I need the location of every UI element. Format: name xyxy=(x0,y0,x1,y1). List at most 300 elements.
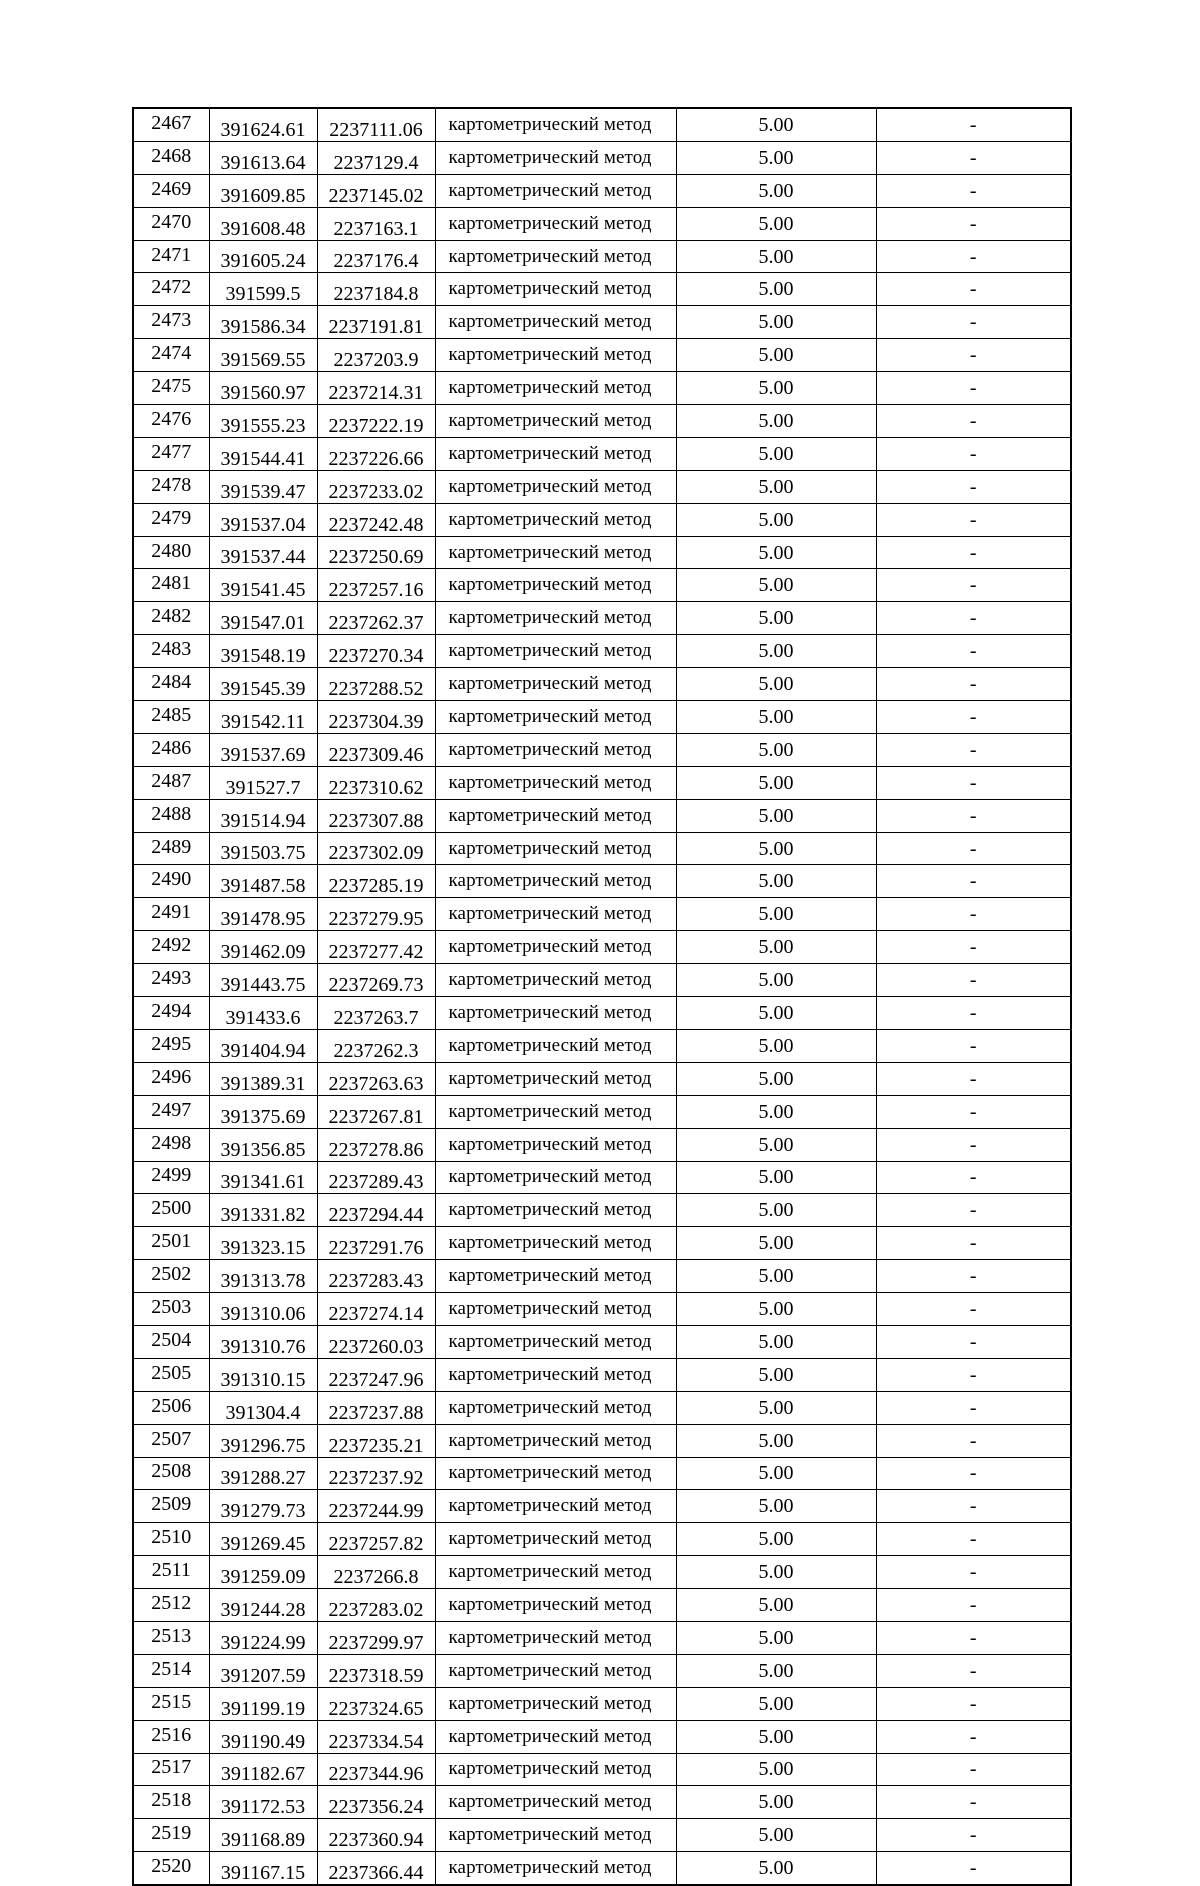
description-cell: - xyxy=(876,964,1071,997)
x-coordinate-cell: 391487.58 xyxy=(209,865,317,898)
description-cell: - xyxy=(876,503,1071,536)
y-coordinate-cell: 2237294.44 xyxy=(317,1194,435,1227)
point-number-cell: 2486 xyxy=(133,733,209,766)
y-coordinate-cell: 2237299.97 xyxy=(317,1621,435,1654)
x-coordinate-cell: 391404.94 xyxy=(209,1029,317,1062)
y-coordinate-cell: 2237250.69 xyxy=(317,536,435,569)
table-row xyxy=(133,1325,1071,1358)
method-cell: картометрический метод xyxy=(435,306,676,339)
table-row xyxy=(133,503,1071,536)
accuracy-cell: 5.00 xyxy=(676,1128,876,1161)
accuracy-cell: 5.00 xyxy=(676,865,876,898)
method-cell: картометрический метод xyxy=(435,437,676,470)
accuracy-cell: 5.00 xyxy=(676,1523,876,1556)
point-number-cell: 2470 xyxy=(133,207,209,240)
table-row xyxy=(133,207,1071,240)
description-cell: - xyxy=(876,1720,1071,1753)
x-coordinate-cell: 391539.47 xyxy=(209,470,317,503)
x-coordinate-cell: 391167.15 xyxy=(209,1852,317,1885)
method-cell: картометрический метод xyxy=(435,405,676,438)
x-coordinate-cell: 391182.67 xyxy=(209,1753,317,1786)
x-coordinate-cell: 391569.55 xyxy=(209,339,317,372)
description-cell: - xyxy=(876,931,1071,964)
method-cell: картометрический метод xyxy=(435,1227,676,1260)
method-cell: картометрический метод xyxy=(435,931,676,964)
description-cell: - xyxy=(876,766,1071,799)
method-cell: картометрический метод xyxy=(435,635,676,668)
y-coordinate-cell: 2237222.19 xyxy=(317,405,435,438)
method-cell: картометрический метод xyxy=(435,1128,676,1161)
table-row xyxy=(133,437,1071,470)
x-coordinate-cell: 391609.85 xyxy=(209,174,317,207)
table-row xyxy=(133,273,1071,306)
point-number-cell: 2482 xyxy=(133,602,209,635)
point-number-cell: 2490 xyxy=(133,865,209,898)
point-number-cell: 2516 xyxy=(133,1720,209,1753)
y-coordinate-cell: 2237129.4 xyxy=(317,141,435,174)
method-cell: картометрический метод xyxy=(435,1194,676,1227)
method-cell: картометрический метод xyxy=(435,536,676,569)
description-cell: - xyxy=(876,1786,1071,1819)
method-cell: картометрический метод xyxy=(435,799,676,832)
accuracy-cell: 5.00 xyxy=(676,273,876,306)
y-coordinate-cell: 2237291.76 xyxy=(317,1227,435,1260)
description-cell: - xyxy=(876,470,1071,503)
method-cell: картометрический метод xyxy=(435,766,676,799)
point-number-cell: 2501 xyxy=(133,1227,209,1260)
description-cell: - xyxy=(876,701,1071,734)
x-coordinate-cell: 391304.4 xyxy=(209,1391,317,1424)
description-cell: - xyxy=(876,1852,1071,1885)
y-coordinate-cell: 2237260.03 xyxy=(317,1325,435,1358)
method-cell: картометрический метод xyxy=(435,1062,676,1095)
accuracy-cell: 5.00 xyxy=(676,1260,876,1293)
point-number-cell: 2508 xyxy=(133,1457,209,1490)
y-coordinate-cell: 2237289.43 xyxy=(317,1161,435,1194)
method-cell: картометрический метод xyxy=(435,1753,676,1786)
description-cell: - xyxy=(876,799,1071,832)
accuracy-cell: 5.00 xyxy=(676,240,876,273)
table-row xyxy=(133,865,1071,898)
point-number-cell: 2491 xyxy=(133,898,209,931)
y-coordinate-cell: 2237237.92 xyxy=(317,1457,435,1490)
y-coordinate-cell: 2237278.86 xyxy=(317,1128,435,1161)
table-row xyxy=(133,832,1071,865)
description-cell: - xyxy=(876,1523,1071,1556)
table-row xyxy=(133,898,1071,931)
table-row xyxy=(133,997,1071,1030)
table-row xyxy=(133,1227,1071,1260)
y-coordinate-cell: 2237310.62 xyxy=(317,766,435,799)
x-coordinate-cell: 391279.73 xyxy=(209,1490,317,1523)
point-number-cell: 2513 xyxy=(133,1621,209,1654)
description-cell: - xyxy=(876,306,1071,339)
method-cell: картометрический метод xyxy=(435,1260,676,1293)
table-row xyxy=(133,339,1071,372)
table-row xyxy=(133,1424,1071,1457)
description-cell: - xyxy=(876,141,1071,174)
y-coordinate-cell: 2237366.44 xyxy=(317,1852,435,1885)
method-cell: картометрический метод xyxy=(435,1819,676,1852)
x-coordinate-cell: 391608.48 xyxy=(209,207,317,240)
accuracy-cell: 5.00 xyxy=(676,339,876,372)
table-row xyxy=(133,1523,1071,1556)
y-coordinate-cell: 2237304.39 xyxy=(317,701,435,734)
method-cell: картометрический метод xyxy=(435,503,676,536)
x-coordinate-cell: 391313.78 xyxy=(209,1260,317,1293)
description-cell: - xyxy=(876,865,1071,898)
x-coordinate-cell: 391462.09 xyxy=(209,931,317,964)
accuracy-cell: 5.00 xyxy=(676,405,876,438)
method-cell: картометрический метод xyxy=(435,1523,676,1556)
description-cell: - xyxy=(876,832,1071,865)
y-coordinate-cell: 2237257.16 xyxy=(317,569,435,602)
y-coordinate-cell: 2237283.43 xyxy=(317,1260,435,1293)
point-number-cell: 2467 xyxy=(133,108,209,141)
description-cell: - xyxy=(876,1687,1071,1720)
description-cell: - xyxy=(876,1358,1071,1391)
point-number-cell: 2477 xyxy=(133,437,209,470)
accuracy-cell: 5.00 xyxy=(676,207,876,240)
table-row xyxy=(133,1852,1071,1885)
table-row xyxy=(133,1260,1071,1293)
description-cell: - xyxy=(876,1753,1071,1786)
y-coordinate-cell: 2237244.99 xyxy=(317,1490,435,1523)
y-coordinate-cell: 2237277.42 xyxy=(317,931,435,964)
coordinates-table-body xyxy=(133,108,1071,1885)
method-cell: картометрический метод xyxy=(435,1654,676,1687)
x-coordinate-cell: 391548.19 xyxy=(209,635,317,668)
table-row xyxy=(133,1358,1071,1391)
method-cell: картометрический метод xyxy=(435,898,676,931)
accuracy-cell: 5.00 xyxy=(676,1687,876,1720)
table-row xyxy=(133,1654,1071,1687)
table-row xyxy=(133,1589,1071,1622)
x-coordinate-cell: 391514.94 xyxy=(209,799,317,832)
point-number-cell: 2479 xyxy=(133,503,209,536)
x-coordinate-cell: 391190.49 xyxy=(209,1720,317,1753)
point-number-cell: 2498 xyxy=(133,1128,209,1161)
point-number-cell: 2472 xyxy=(133,273,209,306)
accuracy-cell: 5.00 xyxy=(676,1293,876,1326)
point-number-cell: 2496 xyxy=(133,1062,209,1095)
description-cell: - xyxy=(876,1128,1071,1161)
x-coordinate-cell: 391296.75 xyxy=(209,1424,317,1457)
y-coordinate-cell: 2237111.06 xyxy=(317,108,435,141)
point-number-cell: 2504 xyxy=(133,1325,209,1358)
description-cell: - xyxy=(876,1260,1071,1293)
x-coordinate-cell: 391599.5 xyxy=(209,273,317,306)
x-coordinate-cell: 391168.89 xyxy=(209,1819,317,1852)
x-coordinate-cell: 391537.69 xyxy=(209,733,317,766)
description-cell: - xyxy=(876,635,1071,668)
accuracy-cell: 5.00 xyxy=(676,1753,876,1786)
coordinates-table xyxy=(132,107,1072,1886)
y-coordinate-cell: 2237226.66 xyxy=(317,437,435,470)
accuracy-cell: 5.00 xyxy=(676,536,876,569)
x-coordinate-cell: 391310.76 xyxy=(209,1325,317,1358)
y-coordinate-cell: 2237344.96 xyxy=(317,1753,435,1786)
description-cell: - xyxy=(876,1490,1071,1523)
point-number-cell: 2487 xyxy=(133,766,209,799)
y-coordinate-cell: 2237356.24 xyxy=(317,1786,435,1819)
table-row xyxy=(133,405,1071,438)
point-number-cell: 2485 xyxy=(133,701,209,734)
description-cell: - xyxy=(876,1293,1071,1326)
point-number-cell: 2473 xyxy=(133,306,209,339)
y-coordinate-cell: 2237285.19 xyxy=(317,865,435,898)
accuracy-cell: 5.00 xyxy=(676,701,876,734)
table-row xyxy=(133,1128,1071,1161)
point-number-cell: 2474 xyxy=(133,339,209,372)
method-cell: картометрический метод xyxy=(435,997,676,1030)
accuracy-cell: 5.00 xyxy=(676,569,876,602)
point-number-cell: 2506 xyxy=(133,1391,209,1424)
y-coordinate-cell: 2237145.02 xyxy=(317,174,435,207)
method-cell: картометрический метод xyxy=(435,668,676,701)
method-cell: картометрический метод xyxy=(435,1589,676,1622)
description-cell: - xyxy=(876,536,1071,569)
point-number-cell: 2519 xyxy=(133,1819,209,1852)
point-number-cell: 2484 xyxy=(133,668,209,701)
x-coordinate-cell: 391443.75 xyxy=(209,964,317,997)
method-cell: картометрический метод xyxy=(435,470,676,503)
point-number-cell: 2499 xyxy=(133,1161,209,1194)
x-coordinate-cell: 391323.15 xyxy=(209,1227,317,1260)
x-coordinate-cell: 391624.61 xyxy=(209,108,317,141)
method-cell: картометрический метод xyxy=(435,174,676,207)
description-cell: - xyxy=(876,1819,1071,1852)
method-cell: картометрический метод xyxy=(435,1095,676,1128)
method-cell: картометрический метод xyxy=(435,569,676,602)
method-cell: картометрический метод xyxy=(435,865,676,898)
method-cell: картометрический метод xyxy=(435,1852,676,1885)
point-number-cell: 2483 xyxy=(133,635,209,668)
table-row xyxy=(133,1194,1071,1227)
point-number-cell: 2489 xyxy=(133,832,209,865)
description-cell: - xyxy=(876,1325,1071,1358)
point-number-cell: 2517 xyxy=(133,1753,209,1786)
description-cell: - xyxy=(876,1457,1071,1490)
table-row xyxy=(133,766,1071,799)
table-row xyxy=(133,1720,1071,1753)
table-row xyxy=(133,306,1071,339)
description-cell: - xyxy=(876,1589,1071,1622)
x-coordinate-cell: 391503.75 xyxy=(209,832,317,865)
accuracy-cell: 5.00 xyxy=(676,1227,876,1260)
method-cell: картометрический метод xyxy=(435,1325,676,1358)
accuracy-cell: 5.00 xyxy=(676,306,876,339)
y-coordinate-cell: 2237184.8 xyxy=(317,273,435,306)
x-coordinate-cell: 391527.7 xyxy=(209,766,317,799)
table-row xyxy=(133,470,1071,503)
x-coordinate-cell: 391613.64 xyxy=(209,141,317,174)
accuracy-cell: 5.00 xyxy=(676,931,876,964)
table-row xyxy=(133,1556,1071,1589)
x-coordinate-cell: 391244.28 xyxy=(209,1589,317,1622)
accuracy-cell: 5.00 xyxy=(676,1852,876,1885)
description-cell: - xyxy=(876,997,1071,1030)
point-number-cell: 2520 xyxy=(133,1852,209,1885)
accuracy-cell: 5.00 xyxy=(676,1029,876,1062)
accuracy-cell: 5.00 xyxy=(676,766,876,799)
accuracy-cell: 5.00 xyxy=(676,602,876,635)
y-coordinate-cell: 2237262.3 xyxy=(317,1029,435,1062)
accuracy-cell: 5.00 xyxy=(676,1062,876,1095)
point-number-cell: 2495 xyxy=(133,1029,209,1062)
description-cell: - xyxy=(876,372,1071,405)
method-cell: картометрический метод xyxy=(435,1457,676,1490)
table-row xyxy=(133,1621,1071,1654)
description-cell: - xyxy=(876,1095,1071,1128)
x-coordinate-cell: 391207.59 xyxy=(209,1654,317,1687)
method-cell: картометрический метод xyxy=(435,1556,676,1589)
x-coordinate-cell: 391537.44 xyxy=(209,536,317,569)
description-cell: - xyxy=(876,569,1071,602)
description-cell: - xyxy=(876,1062,1071,1095)
x-coordinate-cell: 391433.6 xyxy=(209,997,317,1030)
point-number-cell: 2488 xyxy=(133,799,209,832)
table-row xyxy=(133,964,1071,997)
method-cell: картометрический метод xyxy=(435,1358,676,1391)
table-row xyxy=(133,1391,1071,1424)
point-number-cell: 2502 xyxy=(133,1260,209,1293)
method-cell: картометрический метод xyxy=(435,832,676,865)
x-coordinate-cell: 391545.39 xyxy=(209,668,317,701)
x-coordinate-cell: 391586.34 xyxy=(209,306,317,339)
table-row xyxy=(133,1819,1071,1852)
table-row xyxy=(133,1062,1071,1095)
x-coordinate-cell: 391224.99 xyxy=(209,1621,317,1654)
accuracy-cell: 5.00 xyxy=(676,174,876,207)
table-row xyxy=(133,931,1071,964)
point-number-cell: 2497 xyxy=(133,1095,209,1128)
accuracy-cell: 5.00 xyxy=(676,437,876,470)
method-cell: картометрический метод xyxy=(435,273,676,306)
y-coordinate-cell: 2237176.4 xyxy=(317,240,435,273)
method-cell: картометрический метод xyxy=(435,108,676,141)
table-row xyxy=(133,174,1071,207)
accuracy-cell: 5.00 xyxy=(676,1490,876,1523)
point-number-cell: 2480 xyxy=(133,536,209,569)
y-coordinate-cell: 2237237.88 xyxy=(317,1391,435,1424)
accuracy-cell: 5.00 xyxy=(676,1556,876,1589)
x-coordinate-cell: 391310.15 xyxy=(209,1358,317,1391)
y-coordinate-cell: 2237163.1 xyxy=(317,207,435,240)
accuracy-cell: 5.00 xyxy=(676,799,876,832)
point-number-cell: 2505 xyxy=(133,1358,209,1391)
table-row xyxy=(133,1753,1071,1786)
y-coordinate-cell: 2237263.63 xyxy=(317,1062,435,1095)
point-number-cell: 2478 xyxy=(133,470,209,503)
method-cell: картометрический метод xyxy=(435,1424,676,1457)
table-row xyxy=(133,240,1071,273)
table-row xyxy=(133,1687,1071,1720)
description-cell: - xyxy=(876,1029,1071,1062)
table-row xyxy=(133,1029,1071,1062)
table-row xyxy=(133,668,1071,701)
point-number-cell: 2503 xyxy=(133,1293,209,1326)
table-row xyxy=(133,108,1071,141)
method-cell: картометрический метод xyxy=(435,701,676,734)
x-coordinate-cell: 391288.27 xyxy=(209,1457,317,1490)
description-cell: - xyxy=(876,1556,1071,1589)
x-coordinate-cell: 391375.69 xyxy=(209,1095,317,1128)
y-coordinate-cell: 2237279.95 xyxy=(317,898,435,931)
x-coordinate-cell: 391544.41 xyxy=(209,437,317,470)
description-cell: - xyxy=(876,1161,1071,1194)
y-coordinate-cell: 2237257.82 xyxy=(317,1523,435,1556)
description-cell: - xyxy=(876,898,1071,931)
method-cell: картометрический метод xyxy=(435,1786,676,1819)
accuracy-cell: 5.00 xyxy=(676,470,876,503)
accuracy-cell: 5.00 xyxy=(676,964,876,997)
description-cell: - xyxy=(876,1654,1071,1687)
y-coordinate-cell: 2237324.65 xyxy=(317,1687,435,1720)
description-cell: - xyxy=(876,405,1071,438)
method-cell: картометрический метод xyxy=(435,240,676,273)
y-coordinate-cell: 2237247.96 xyxy=(317,1358,435,1391)
point-number-cell: 2507 xyxy=(133,1424,209,1457)
y-coordinate-cell: 2237191.81 xyxy=(317,306,435,339)
point-number-cell: 2511 xyxy=(133,1556,209,1589)
y-coordinate-cell: 2237262.37 xyxy=(317,602,435,635)
accuracy-cell: 5.00 xyxy=(676,1358,876,1391)
point-number-cell: 2471 xyxy=(133,240,209,273)
point-number-cell: 2476 xyxy=(133,405,209,438)
description-cell: - xyxy=(876,602,1071,635)
accuracy-cell: 5.00 xyxy=(676,1654,876,1687)
x-coordinate-cell: 391269.45 xyxy=(209,1523,317,1556)
method-cell: картометрический метод xyxy=(435,372,676,405)
method-cell: картометрический метод xyxy=(435,1720,676,1753)
y-coordinate-cell: 2237233.02 xyxy=(317,470,435,503)
y-coordinate-cell: 2237283.02 xyxy=(317,1589,435,1622)
description-cell: - xyxy=(876,437,1071,470)
table-row xyxy=(133,569,1071,602)
point-number-cell: 2510 xyxy=(133,1523,209,1556)
description-cell: - xyxy=(876,1194,1071,1227)
y-coordinate-cell: 2237318.59 xyxy=(317,1654,435,1687)
description-cell: - xyxy=(876,1424,1071,1457)
description-cell: - xyxy=(876,108,1071,141)
accuracy-cell: 5.00 xyxy=(676,1194,876,1227)
accuracy-cell: 5.00 xyxy=(676,1720,876,1753)
description-cell: - xyxy=(876,339,1071,372)
point-number-cell: 2494 xyxy=(133,997,209,1030)
y-coordinate-cell: 2237288.52 xyxy=(317,668,435,701)
accuracy-cell: 5.00 xyxy=(676,733,876,766)
y-coordinate-cell: 2237302.09 xyxy=(317,832,435,865)
x-coordinate-cell: 391547.01 xyxy=(209,602,317,635)
table-row xyxy=(133,536,1071,569)
table-row xyxy=(133,1490,1071,1523)
point-number-cell: 2518 xyxy=(133,1786,209,1819)
accuracy-cell: 5.00 xyxy=(676,997,876,1030)
table-row xyxy=(133,733,1071,766)
description-cell: - xyxy=(876,668,1071,701)
y-coordinate-cell: 2237242.48 xyxy=(317,503,435,536)
accuracy-cell: 5.00 xyxy=(676,1095,876,1128)
y-coordinate-cell: 2237263.7 xyxy=(317,997,435,1030)
table-row xyxy=(133,799,1071,832)
table-row xyxy=(133,1095,1071,1128)
y-coordinate-cell: 2237266.8 xyxy=(317,1556,435,1589)
point-number-cell: 2481 xyxy=(133,569,209,602)
accuracy-cell: 5.00 xyxy=(676,1621,876,1654)
y-coordinate-cell: 2237269.73 xyxy=(317,964,435,997)
table-row xyxy=(133,372,1071,405)
